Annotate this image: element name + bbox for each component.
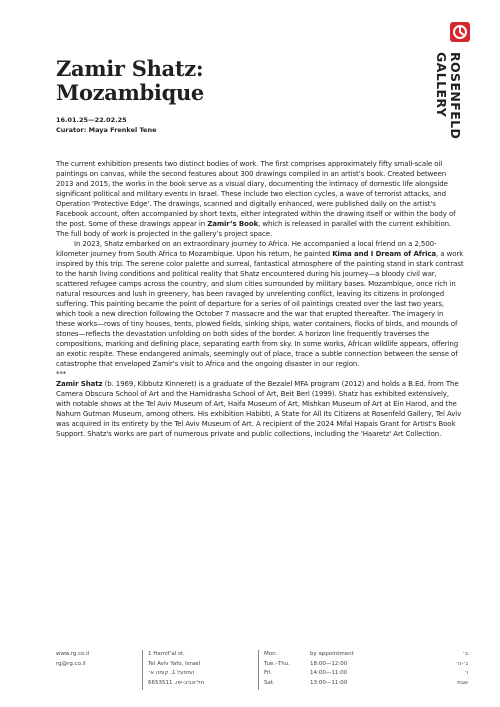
exhibition-curator: Curator: Maya Frenkel Tene xyxy=(56,126,157,134)
website-link[interactable]: www.rg.co.il xyxy=(56,651,90,657)
paragraph-journey xyxy=(56,239,464,369)
hours-day: Mon. xyxy=(264,651,278,657)
hours-row xyxy=(264,669,468,679)
paragraph-intro xyxy=(56,159,464,239)
hours-time: 13:00—11:00 xyxy=(310,679,348,686)
rg-monogram-icon xyxy=(450,22,470,42)
journey-text: In 2023, Shatz embarked on an extraordinary journey to Africa. He accompanied a local friend on a 2,500-kilometer journey from South Africa to Mozambique. Upon his return, he painted xyxy=(56,240,437,258)
footer-contact xyxy=(56,650,89,669)
divider xyxy=(258,650,259,690)
hours-day-he: ב׳ xyxy=(462,651,468,657)
exhibition-title xyxy=(56,57,396,105)
hours-day-he: שבת xyxy=(457,679,468,686)
book-title: Zamir’s Book xyxy=(207,220,259,228)
title-line2: Mozambique xyxy=(56,80,204,105)
brand-line1: ROSENFELD xyxy=(448,52,463,140)
paragraph-bio xyxy=(56,379,464,439)
hours-day: Fri. xyxy=(264,670,273,676)
hours-row xyxy=(264,650,468,660)
hours-time: 18:00—12:00 xyxy=(310,660,348,667)
artist-name: Zamir Shatz xyxy=(56,380,103,388)
hours-day: Tue.–Thu. xyxy=(264,660,290,667)
intro-text: The current exhibition presents two distinct bodies of work. The first comprises approximately fifty small-scale oil paintings on canvas, while the second features about 300 drawings compiled in an artist’s book. Created between 2013 and 2015, the works in the book serve as a visual diary, documenting the intimacy of domestic life alongside significant political and military events in Israel. These include two election cycles, a wave of terrorist attacks, and Operation 'Protective Edge'. The drawings, scanned and digitally enhanced, were published daily on the artist's Facebook account, often accompanied by short texts, either integrated within the drawing itself or within the body of the post. Some of these drawings appear in xyxy=(56,160,456,228)
painting-title: Kima and I Dream of Africa xyxy=(332,250,437,258)
section-separator: *** xyxy=(56,370,67,378)
title-line1: Zamir Shatz: xyxy=(56,56,204,81)
hours-time: by appointment xyxy=(310,651,354,657)
address-line1: 1 Hamif’al st. xyxy=(148,651,185,657)
address-he-line2: תל־אביב-יפו, 6653511 xyxy=(148,679,205,686)
address-line2: Tel Aviv Yafo, Israel xyxy=(148,660,201,667)
footer-address xyxy=(148,650,204,688)
exhibition-dates: 16.01.25—22.02.25 xyxy=(56,116,127,124)
address-he-line1: המפעל 1, קומה א׳ xyxy=(148,670,195,676)
hours-day-he: ג׳-ה׳ xyxy=(455,660,468,667)
divider xyxy=(142,650,143,690)
hours-row xyxy=(264,679,468,689)
brand-line2: GALLERY xyxy=(434,52,449,118)
email-link[interactable]: rg@rg.co.il xyxy=(56,660,86,667)
hours-row xyxy=(264,660,468,670)
journey-tail: , a work inspired by this trip. The serene color palette and surreal, fantastical atmosphere of the painting stand in stark contrast to the harsh living conditions and political reality that Shatz encountered during his journey—a bloody civil war, scattered refugee camps across the country, and slum cities surrounded by military bases. Mozambique, once rich in natural resources and lush in greenery, has been ravaged by unrelenting conflict, leaving its citizens in prolonged suffering. This painting became the point of departure for a series of oil paintings created over the last two years, which took a new direction following the October 7 massacre and the war that erupted thereafter. The imagery in these works—rows of tiny houses, tents, plowed fields, sinking ships, water containers, flocks of birds, and mounds of stones—reflects the devastation unfolding on both sides of the border. A horizon line frequently traverses the compositions, marking and defining place, separating earth from sky. In some works, African wildlife appears, offering an exotic respite. These endangered animals, seemingly out of place, trace a subtle connection between the sense of catastrophe that enveloped Zamir's visit to Africa and the ongoing disaster in our region. xyxy=(56,250,464,368)
hours-day-he: ו׳ xyxy=(464,670,468,676)
exhibition-text xyxy=(56,159,464,439)
opening-hours xyxy=(264,650,468,688)
hours-day: Sat. xyxy=(264,679,275,686)
intro-tail: , which is released in parallel with the current exhibition. The full body of work is projected in the gallery’s project space. xyxy=(56,220,452,238)
exhibition-meta xyxy=(56,115,157,135)
hours-time: 14:00—11:00 xyxy=(310,670,348,676)
bio-text: (b. 1969, Kibbutz Kinneret) is a graduate of the Bezalel MFA program (2012) and holds a B.Ed. from The Camera Obscura School of Art and the Hamidrasha School of Art, Beit Berl (1999). Shatz has exhibited extensively, with notable shows at the Tel Aviv Museum of Art, Haifa Museum of Art, Mishkan Museum of Art at Ein Harod, and the Nahum Gutman Museum, among others. His exhibition Habibti, A State for All Its Citizens at Rosenfeld Gallery, Tel Aviv was acquired in its entirety by the Tel Aviv Museum of Art. A recipient of the 2024 Mifal Hapais Grant for Artist's Book Support. Shatz's works are part of numerous private and public collections, including the 'Haaretz' Art Collection. xyxy=(56,380,462,438)
gallery-logotype xyxy=(434,52,462,139)
